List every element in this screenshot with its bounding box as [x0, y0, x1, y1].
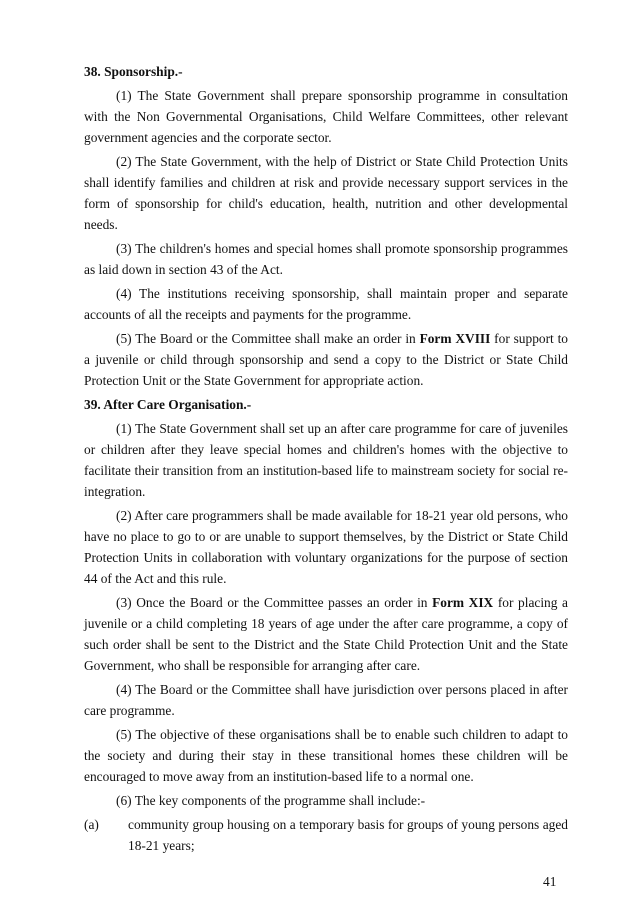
section-39-clause-5: (5) The objective of these organisations shall be to enable such children to adapt to the society and during their stay in these transitional homes these children will be encouraged to move away from an institution-based life to a normal one. [84, 727, 568, 784]
section-39-clause-1: (1) The State Government shall set up an after care programme for care of juveniles or children after they leave special homes and children's homes with the objective to facilitate their transition from an institution-based life to mainstream society for social re-integration. [84, 421, 568, 499]
form-xviii-reference: Form XVIII [419, 331, 491, 346]
list-item-marker: (a) [84, 817, 99, 832]
section-39-clause-2: (2) After care programmers shall be made available for 18-21 year old persons, who have no place to go to or are unable to support themselves, by the District or State Child Protection Units in collaboration with voluntary organizations for the purpose of section 44 of the Act and this rule. [84, 508, 568, 586]
section-39-clause-6: (6) The key components of the programme shall include:- [116, 793, 426, 808]
page-number: 41 [543, 874, 557, 889]
section-39-heading: 39. After Care Organisation.- [84, 397, 252, 412]
form-xix-reference: Form XIX [432, 595, 494, 610]
section-39-clause-3 [84, 592, 568, 676]
list-item-a [84, 814, 568, 856]
clause-3-text-start: (3) Once the Board or the Committee passes an order in [116, 595, 433, 610]
section-38-clause-1: (1) The State Government shall prepare sponsorship programme in consultation with the Non Governmental Organisations, Child Welfare Committees, other relevant government agencies and the corporate sector. [84, 88, 568, 145]
section-38-clause-4: (4) The institutions receiving sponsorship, shall maintain proper and separate accounts of all the receipts and payments for the programme. [84, 286, 568, 322]
section-38-clause-2: (2) The State Government, with the help of District or State Child Protection Units shall identify families and children at risk and provide necessary support services in the form of sponsorship for child's education, health, nutrition and other developmental needs. [84, 154, 568, 232]
clause-5-text-end: for support to a juvenile or child through sponsorship and send a copy to the District or State Child Protection Unit or the State Government for appropriate action. [84, 331, 569, 388]
section-38-clause-5 [84, 328, 568, 391]
clause-5-text-start: (5) The Board or the Committee shall make an order in [116, 331, 420, 346]
list-item-text: community group housing on a temporary basis for groups of young persons aged 18-21 years; [128, 817, 568, 853]
clause-3-text-end: for placing a juvenile or a child completing 18 years of age under the after care programme, a copy of such order shall be sent to the District and the State Child Protection Unit and the State Government, who shall be responsible for arranging after care. [84, 595, 568, 673]
section-38-clause-3: (3) The children's homes and special homes shall promote sponsorship programmes as laid down in section 43 of the Act. [84, 241, 568, 277]
section-38-heading: 38. Sponsorship.- [84, 64, 183, 79]
section-39-clause-4: (4) The Board or the Committee shall have jurisdiction over persons placed in after care programme. [84, 682, 568, 718]
page-content [84, 61, 568, 856]
